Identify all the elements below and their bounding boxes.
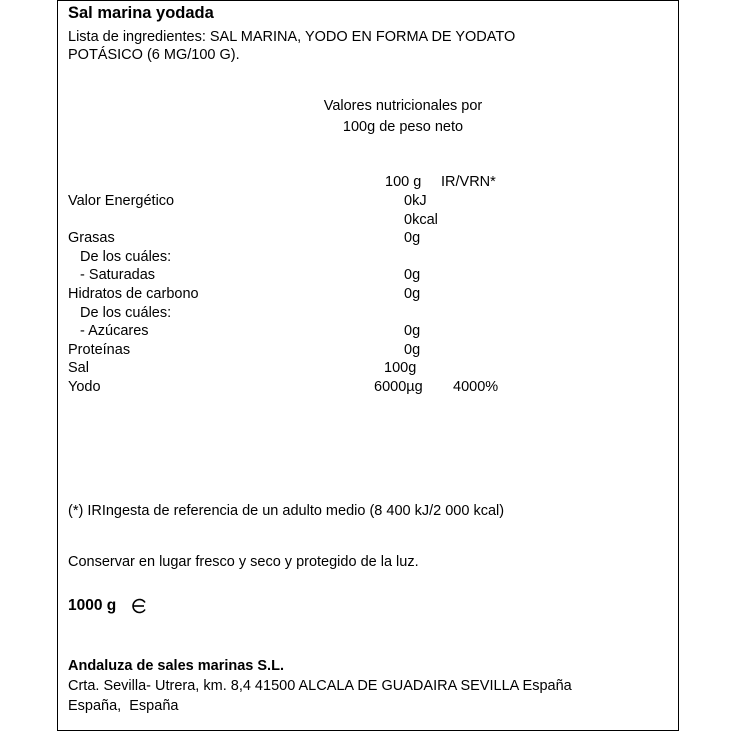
estimated-sign-icon (130, 597, 148, 615)
nutrition-row-label: - Azúcares (72, 323, 149, 339)
nutrition-row-value: 6000µg (374, 379, 423, 395)
nutrition-row-label: Sal (68, 360, 89, 376)
nutrition-row-value: 0g (404, 230, 421, 246)
net-weight: 1000 g (68, 597, 117, 614)
company-address-line-1: Crta. Sevilla- Utrera, km. 8,4 41500 ALCALA DE GUADAIRA SEVILLA España (68, 678, 572, 694)
product-title: Sal marina yodada (68, 4, 214, 22)
column-amount-header: 100 g (385, 174, 422, 190)
company-name: Andaluza de sales marinas S.L. (68, 658, 284, 674)
nutrition-row-label: Proteínas (68, 342, 131, 358)
nutrition-row-label: Hidratos de carbono (68, 286, 199, 302)
storage-instructions: Conservar en lugar fresco y seco y protegido de la luz. (68, 554, 419, 570)
nutrition-row-label: De los cuáles: (72, 305, 172, 321)
nutrition-row-label: Valor Energético (68, 193, 175, 209)
nutrition-row-label: - Saturadas (72, 267, 156, 283)
nutrition-row-label: Yodo (68, 379, 101, 395)
nutrition-row-label: Grasas (68, 230, 115, 246)
nutrition-row-ir: 4000% (453, 379, 499, 395)
nutrition-header-line-1: Valores nutricionales por (323, 98, 483, 114)
nutrition-row-value: 0kcal (404, 212, 438, 228)
nutrition-row-value: 0g (404, 267, 421, 283)
nutrition-row-label: De los cuáles: (72, 249, 172, 265)
ingredients-line-1: Lista de ingredientes: SAL MARINA, YODO EN FORMA DE YODATO (68, 29, 516, 45)
column-ir-header: IR/VRN* (441, 174, 496, 190)
nutrition-row-value: 0g (404, 342, 421, 358)
nutrition-row-value: 100g (384, 360, 417, 376)
nutrition-row-value: 0g (404, 286, 421, 302)
nutrition-header-line-2: 100g de peso neto (342, 119, 464, 135)
nutrition-row-value: 0kJ (404, 193, 427, 209)
nutrition-row-value: 0g (404, 323, 421, 339)
company-address-line-2: España, España (68, 698, 179, 714)
footnote: (*) IRIngesta de referencia de un adulto medio (8 400 kJ/2 000 kcal) (68, 503, 505, 519)
ingredients-line-2: POTÁSICO (6 MG/100 G). (68, 47, 240, 63)
